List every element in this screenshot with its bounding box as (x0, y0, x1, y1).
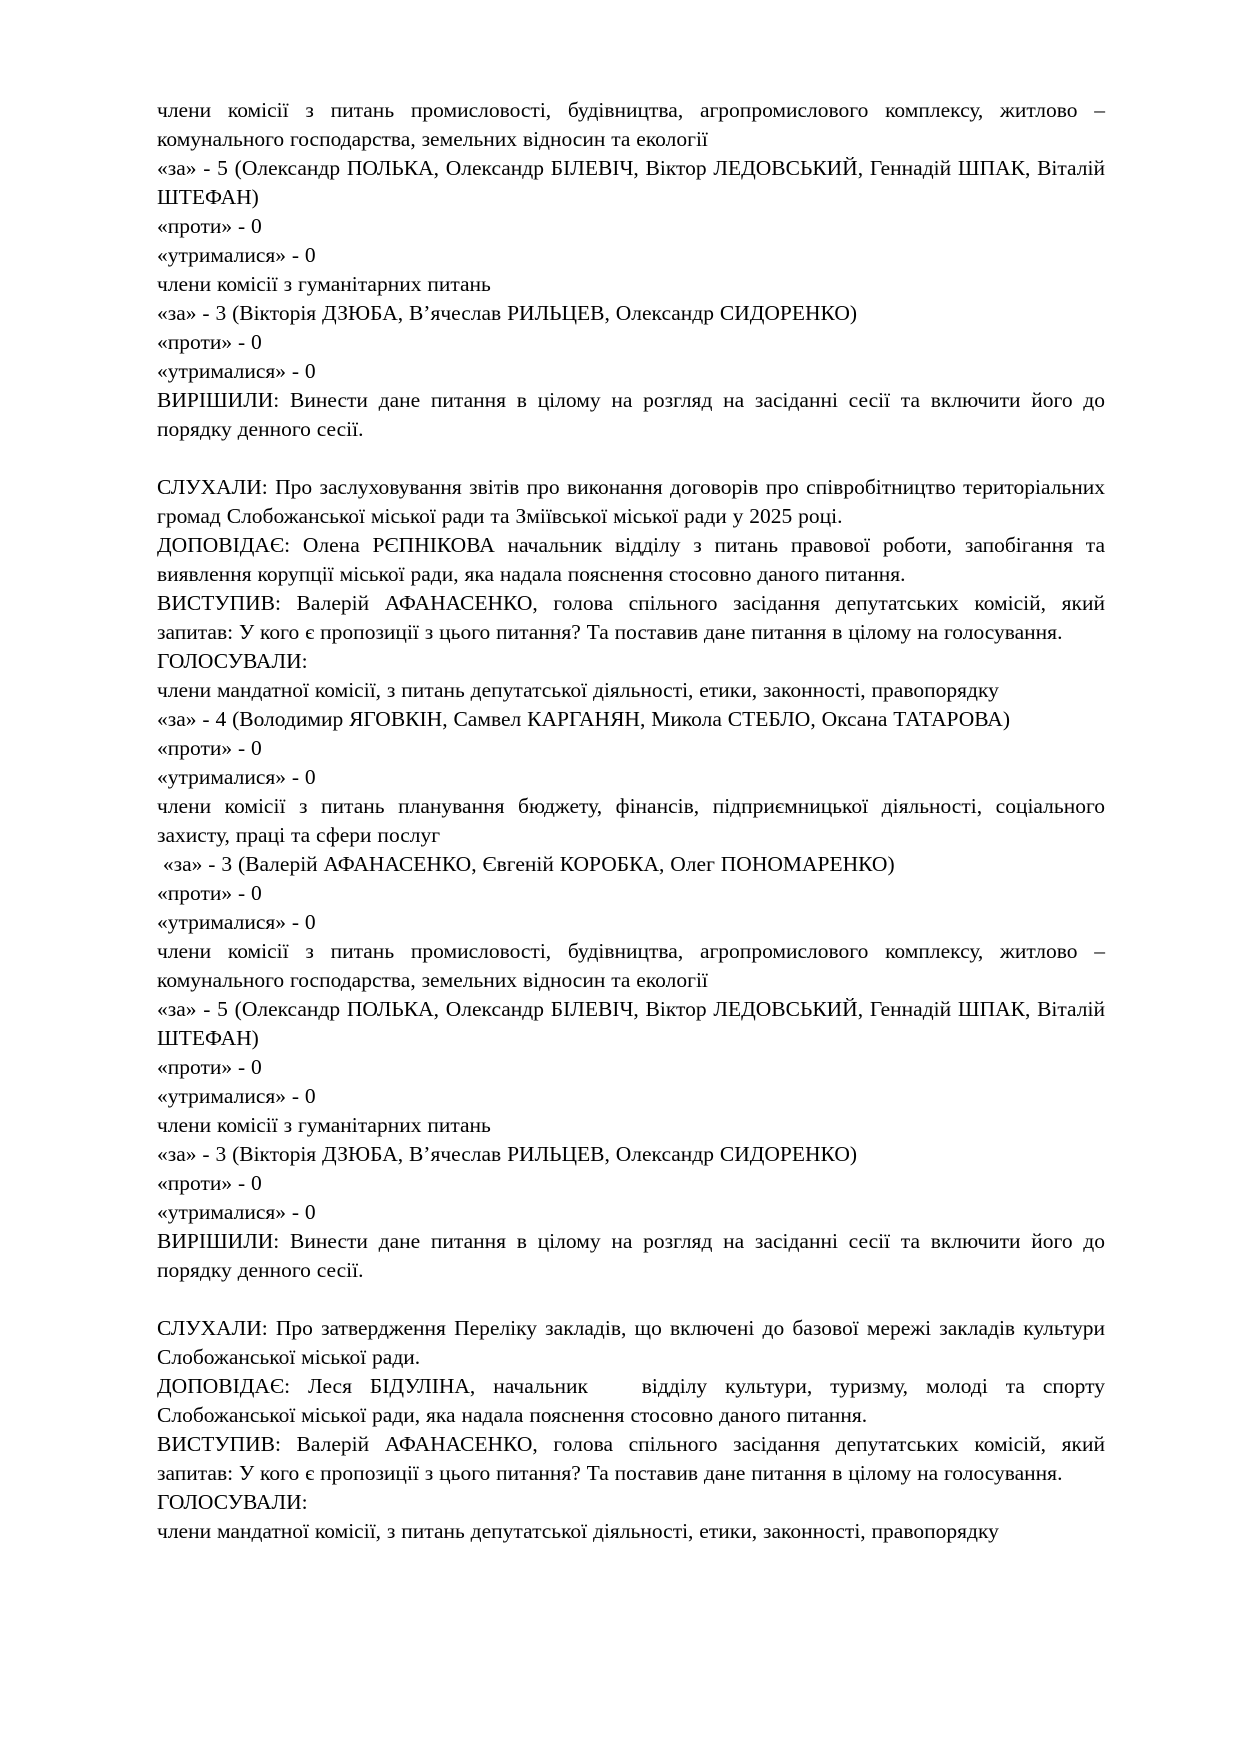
paragraph: члени комісії з питань планування бюджету, фінансів, підприємницької діяльності, соціального захисту, праці та сфери послуг (157, 794, 1111, 847)
paragraph: «утрималися» - 0 (157, 910, 316, 934)
paragraph: «за» - 5 (Олександр ПОЛЬКА, Олександр БІЛЕВІЧ, Віктор ЛЕДОВСЬКИЙ, Геннадій ШПАК, Віталій ШТЕФАН) (157, 997, 1111, 1050)
paragraph: «за» - 3 (Валерій АФАНАСЕНКО, Євгеній КОРОБКА, Олег ПОНОМАРЕНКО) (157, 852, 895, 876)
paragraph: СЛУХАЛИ: Про затвердження Переліку закладів, що включені до базової мережі закладів культури Слобожанської міської ради. (157, 1316, 1111, 1369)
paragraph: «утрималися» - 0 (157, 765, 316, 789)
paragraph: «проти» - 0 (157, 214, 262, 238)
paragraph: «за» - 3 (Вікторія ДЗЮБА, В’ячеслав РИЛЬЦЕВ, Олександр СИДОРЕНКО) (157, 1142, 858, 1166)
paragraph: члени комісії з питань промисловості, будівництва, агропромислового комплексу, житлово – комунального господарства, земельних відносин та екології (157, 939, 1111, 992)
paragraph: СЛУХАЛИ: Про заслуховування звітів про виконання договорів про співробітництво територіальних громад Слобожанської міської ради та Зміївської міської ради у 2025 році. (157, 475, 1111, 528)
paragraph: ВИРІШИЛИ: Винести дане питання в цілому на розгляд на засіданні сесії та включити його до порядку денного сесії. (157, 1229, 1111, 1282)
paragraph: «проти» - 0 (157, 736, 262, 760)
paragraph: «за» - 3 (Вікторія ДЗЮБА, В’ячеслав РИЛЬЦЕВ, Олександр СИДОРЕНКО) (157, 301, 858, 325)
paragraph: «за» - 4 (Володимир ЯГОВКІН, Самвел КАРГАНЯН, Микола СТЕБЛО, Оксана ТАТАРОВА) (157, 707, 1010, 731)
paragraph: ВИРІШИЛИ: Винести дане питання в цілому на розгляд на засіданні сесії та включити його до порядку денного сесії. (157, 388, 1111, 441)
paragraph: ДОПОВІДАЄ: Олена РЄПНІКОВА начальник відділу з питань правової роботи, запобігання та виявлення корупції міської ради, яка надала пояснення стосовно даного питання. (157, 533, 1111, 586)
paragraph: ВИСТУПИВ: Валерій АФАНАСЕНКО, голова спільного засідання депутатських комісій, який запитав: У кого є пропозиції з цього питання? Та поставив дане питання в цілому на голосування. (157, 591, 1111, 644)
paragraph: «утрималися» - 0 (157, 359, 316, 383)
paragraph: «утрималися» - 0 (157, 1200, 316, 1224)
paragraph: «утрималися» - 0 (157, 243, 316, 267)
paragraph: «проти» - 0 (157, 881, 262, 905)
paragraph: ГОЛОСУВАЛИ: (157, 1490, 308, 1514)
paragraph: «проти» - 0 (157, 1055, 262, 1079)
paragraph: «за» - 5 (Олександр ПОЛЬКА, Олександр БІЛЕВІЧ, Віктор ЛЕДОВСЬКИЙ, Геннадій ШПАК, Віталій ШТЕФАН) (157, 156, 1111, 209)
paragraph: члени комісії з гуманітарних питань (157, 272, 491, 296)
document-text (157, 96, 1111, 1546)
paragraph: члени комісії з гуманітарних питань (157, 1113, 491, 1137)
paragraph: ДОПОВІДАЄ: Леся БІДУЛІНА, начальник відділу культури, туризму, молоді та спорту Слобожанської міської ради, яка надала пояснення стосовно даного питання. (157, 1374, 1111, 1427)
paragraph: члени мандатної комісії, з питань депутатської діяльності, етики, законності, правопорядку (157, 1519, 999, 1543)
paragraph: ВИСТУПИВ: Валерій АФАНАСЕНКО, голова спільного засідання депутатських комісій, який запитав: У кого є пропозиції з цього питання? Та поставив дане питання в цілому на голосування. (157, 1432, 1111, 1485)
paragraph: «проти» - 0 (157, 330, 262, 354)
paragraph: «утрималися» - 0 (157, 1084, 316, 1108)
paragraph: члени мандатної комісії, з питань депутатської діяльності, етики, законності, правопорядку (157, 678, 999, 702)
paragraph: «проти» - 0 (157, 1171, 262, 1195)
paragraph: ГОЛОСУВАЛИ: (157, 649, 308, 673)
paragraph: члени комісії з питань промисловості, будівництва, агропромислового комплексу, житлово – комунального господарства, земельних відносин та екології (157, 98, 1111, 151)
